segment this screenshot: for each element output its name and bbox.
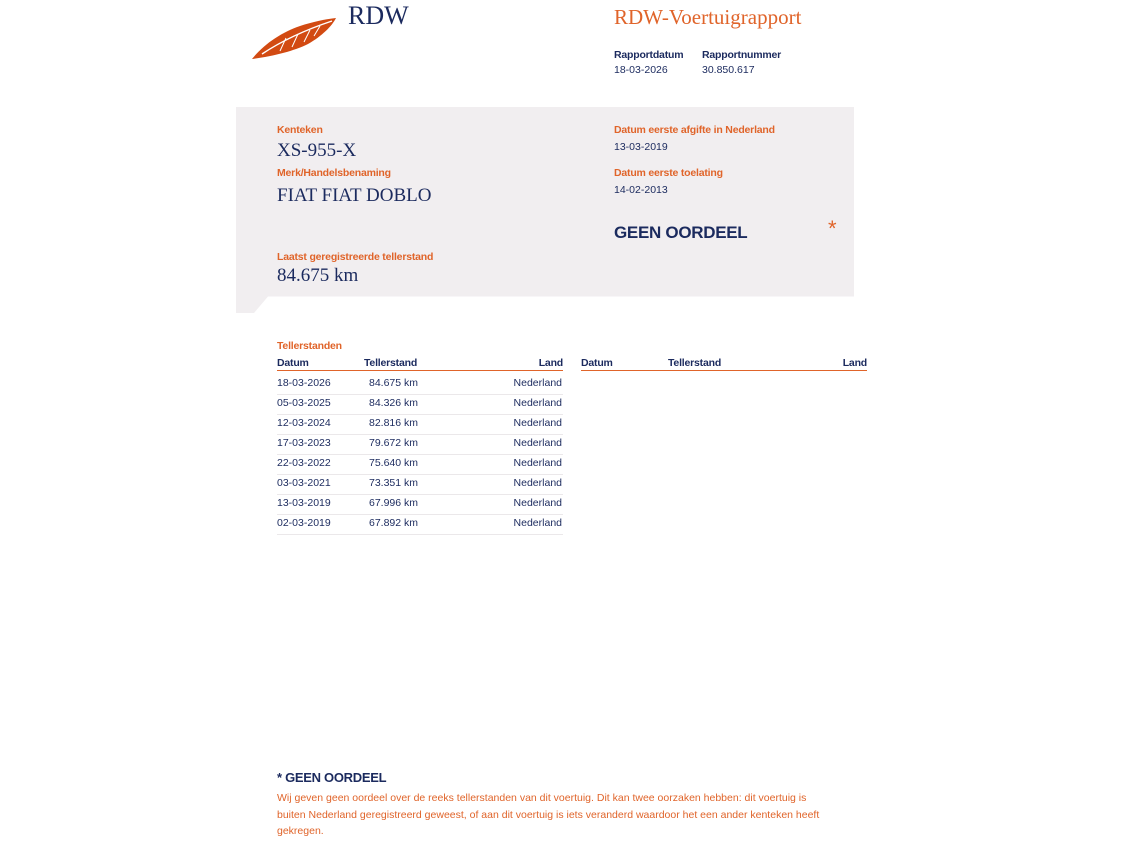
cell-land: Nederland [513,397,562,409]
table-header-left [277,357,563,371]
cell-tellerstand: 67.892 km [369,517,419,529]
merk-value: FIAT FIAT DOBLO [277,185,432,206]
report-title: RDW-Voertuigrapport [614,5,802,29]
table-row [277,395,563,415]
table-header-right [581,357,867,371]
rdw-feather-logo-icon [250,14,338,67]
footnote-text: Wij geven geen oordeel over de reeks tellerstanden van dit voertuig. Dit kan twee oorzaken hebben: dit voertuig is buiten Nederland geregistreerd geweest, of aan dit voertuig is iets veranderd waardoor het een ander kenteken heeft gekregen. [277,792,820,837]
cell-land: Nederland [513,437,562,449]
afgifte-label: Datum eerste afgifte in Nederland [614,124,775,136]
kenteken-value: XS-955-X [277,140,357,161]
cell-datum: 17-03-2023 [277,437,331,449]
table-row [277,515,563,535]
cell-land: Nederland [513,477,562,489]
table-row [277,415,563,435]
cell-tellerstand: 67.996 km [369,497,419,509]
cell-land: Nederland [513,377,562,389]
tellerstanden-title: Tellerstanden [277,340,342,352]
rapportnummer-label: Rapportnummer [702,49,782,61]
table-row [277,435,563,455]
cell-land: Nederland [513,497,562,509]
verdict-asterisk: * [828,216,837,241]
last-odometer-label: Laatst geregistreerde tellerstand [277,251,434,263]
cell-datum: 18-03-2026 [277,377,331,389]
cell-tellerstand: 82.816 km [369,417,419,429]
cell-tellerstand: 79.672 km [369,437,419,449]
merk-label: Merk/Handelsbenaming [277,167,391,179]
column-header-datum: Datum [581,357,613,369]
rapportdatum-value: 18-03-2026 [614,64,668,76]
verdict-text: GEEN OORDEEL [614,223,748,242]
cell-land: Nederland [513,457,562,469]
cell-datum: 12-03-2024 [277,417,331,429]
cell-datum: 02-03-2019 [277,517,331,529]
brand-name: RDW [348,1,409,30]
column-header-tellerstand: Tellerstand [668,357,722,369]
footnote-heading [277,770,386,785]
cell-land: Nederland [513,417,562,429]
column-header-tellerstand: Tellerstand [364,357,418,369]
table-row [277,455,563,475]
table-row [277,475,563,495]
table-row [277,495,563,515]
toelating-value: 14-02-2013 [614,184,668,196]
rapportdatum-label: Rapportdatum [614,49,684,61]
column-header-land: Land [842,357,867,369]
odometer-table-body [277,375,563,535]
afgifte-value: 13-03-2019 [614,141,668,153]
cell-land: Nederland [513,517,562,529]
last-odometer-value: 84.675 km [277,265,359,286]
footnote-asterisk: * [277,770,282,785]
column-header-datum: Datum [277,357,309,369]
cell-tellerstand: 84.326 km [369,397,419,409]
cell-tellerstand: 73.351 km [369,477,419,489]
cell-datum: 22-03-2022 [277,457,331,469]
cell-tellerstand: 84.675 km [369,377,419,389]
cell-tellerstand: 75.640 km [369,457,419,469]
column-header-land: Land [538,357,563,369]
cell-datum: 05-03-2025 [277,397,331,409]
cell-datum: 03-03-2021 [277,477,331,489]
rapportnummer-value: 30.850.617 [702,64,755,76]
toelating-label: Datum eerste toelating [614,167,723,179]
table-row [277,375,563,395]
footnote-heading-text: GEEN OORDEEL [285,770,387,785]
cell-datum: 13-03-2019 [277,497,331,509]
kenteken-label: Kenteken [277,124,323,136]
